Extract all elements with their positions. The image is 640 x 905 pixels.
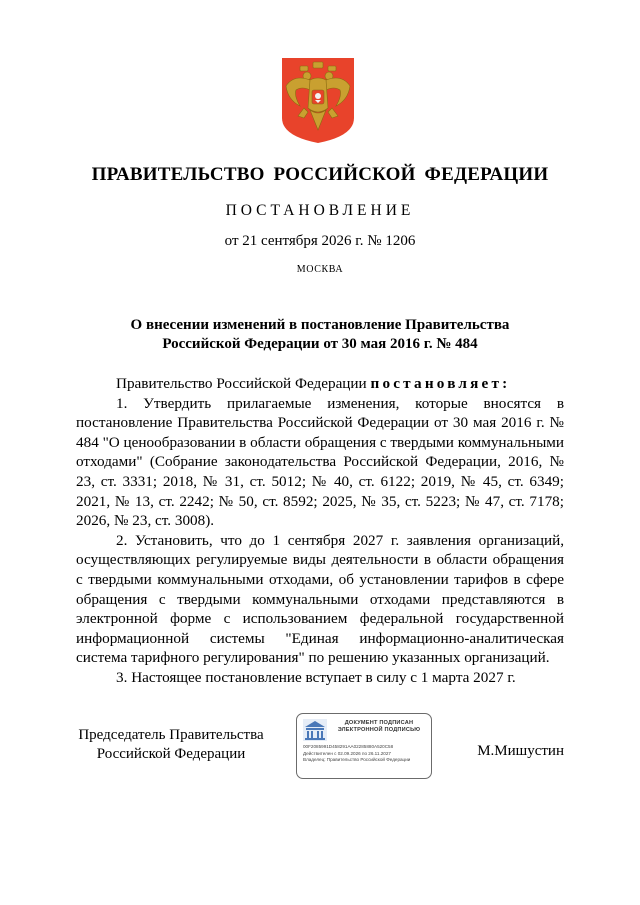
document-subject [80, 316, 560, 354]
intro-resolves: постановляет: [370, 375, 511, 392]
state-emblem-icon [280, 56, 356, 144]
signer-position-line-2: Российской Федерации [96, 746, 246, 762]
document-body [76, 374, 564, 688]
stamp-title-line-2: ЭЛЕКТРОННОЙ ПОДПИСЬЮ [337, 727, 421, 733]
government-title: ПРАВИТЕЛЬСТВО РОССИЙСКОЙ ФЕДЕРАЦИИ [91, 164, 549, 185]
stamp-owner: Владелец: Правительство Российской Федерации [303, 757, 411, 762]
stamp-title-line-1: ДОКУМЕНТ ПОДПИСАН [344, 720, 414, 726]
building-logo-icon [303, 719, 327, 741]
signer-position [76, 726, 266, 764]
paragraph-1: 1. Утвердить прилагаемые изменения, которые вносятся в постановление Правительства Российской Федерации от 30 мая 2016 г. № 484 "О ценообразовании в области обращения с твердыми коммунальными отходами" (Собрание законодательства Российской Федерации, 2016, № 23, ст. 3331; 2018, № 31, ст. 5012; № 40, ст. 6122; 2019, № 45, ст. 6349; 2021, № 13, ст. 2242; № 50, ст. 8592; 2025, № 35, ст. 5223; № 47, ст. 7178; 2026, № 23, ст. 3008). [76, 394, 565, 530]
document-date-number: от 21 сентября 2026 г. № 1206 [224, 233, 416, 249]
subject-line-2: Российской Федерации от 30 мая 2016 г. № 484 [162, 336, 478, 352]
stamp-title [329, 720, 429, 734]
subject-line-1: О внесении изменений в постановление Правительства [130, 317, 510, 333]
electronic-signature-stamp [296, 713, 432, 779]
paragraph-2: 2. Установить, что до 1 сентября 2027 г. заявления организаций, осуществляющих регулируемые виды деятельности в области обращения с твердыми коммунальными отходами, об установлении тарифов в сфере обращения с твердыми коммунальными отходами представляются в электронной форме с использованием федеральной государственной информационной системы "Единая информационно-аналитическая система тарифного регулирования" по решению указанных организаций. [76, 531, 564, 667]
signer-position-line-1: Председатель Правительства [78, 727, 264, 743]
intro-prefix: Правительство Российской Федерации [116, 375, 371, 392]
document-city: МОСКВА [296, 264, 344, 275]
stamp-certificate: 00F2085991D458291AA02285880A520C58 [303, 744, 394, 749]
paragraph-3: 3. Настоящее постановление вступает в силу с 1 марта 2027 г. [116, 668, 516, 686]
intro-paragraph [76, 374, 564, 394]
signer-name: М.Мишустин [477, 743, 564, 759]
document-type: ПОСТАНОВЛЕНИЕ [225, 202, 415, 219]
stamp-validity: Действителен с 02.09.2026 по 26.11.2027 [303, 751, 391, 756]
